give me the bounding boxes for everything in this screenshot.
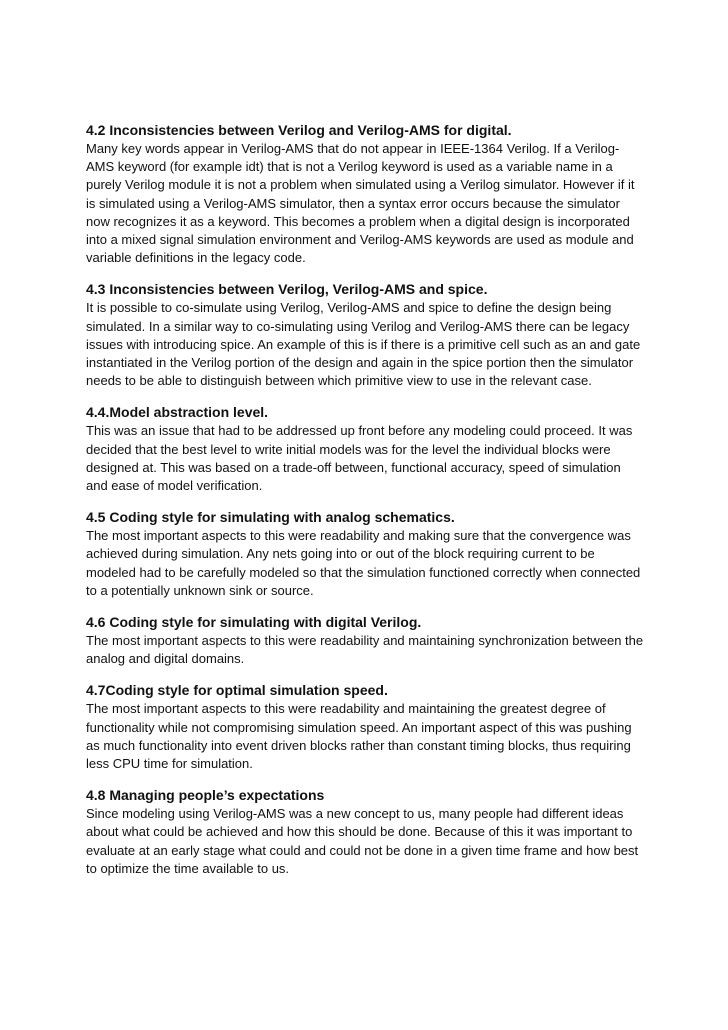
section-4-7 — [86, 680, 646, 773]
section-paragraph: The most important aspects to this were readability and maintaining the greatest degree of functionality while not compromising simulation speed. An important aspect of this was pushing as much functionality into event driven blocks rather than constant timing blocks, thus requiring less CPU time for simulation. — [86, 701, 632, 772]
section-heading: 4.6 Coding style for simulating with digital Verilog. — [86, 614, 422, 631]
section-4-4 — [86, 402, 646, 495]
section-heading: 4.5 Coding style for simulating with analog schematics. — [86, 509, 455, 526]
section-heading: 4.4.Model abstraction level. — [86, 404, 269, 421]
section-paragraph: The most important aspects to this were readability and making sure that the convergence was achieved during simulation. Any nets going into or out of the block requiring current to be modeled had to be carefully modeled so that the simulation functioned correctly when connected to a potentially unknown sink or source. — [86, 528, 641, 598]
section-4-8 — [86, 785, 646, 878]
section-paragraph: This was an issue that had to be addressed up front before any modeling could proceed. It was decided that the best level to write initial models was for the level the individual blocks were designed at. This was based on a trade-off between, functional accuracy, speed of simulation and ease of model verification. — [86, 423, 633, 494]
section-heading: 4.2 Inconsistencies between Verilog and Verilog-AMS for digital. — [86, 122, 512, 138]
document-page — [86, 120, 646, 890]
section-4-2 — [86, 120, 646, 267]
section-heading: 4.3 Inconsistencies between Verilog, Verilog-AMS and spice. — [86, 281, 488, 298]
section-paragraph: Since modeling using Verilog-AMS was a new concept to us, many people had different ideas about what could be achieved and how this should be done. Because of this it was important to evaluate at an early stage what could and could not be done in a given time frame and how best to optimize the time available to us. — [86, 806, 639, 876]
section-heading: 4.7Coding style for optimal simulation speed. — [86, 682, 388, 699]
section-paragraph: It is possible to co-simulate using Verilog, Verilog-AMS and spice to define the design being simulated. In a similar way to co-simulating using Verilog and Verilog-AMS there can be legacy issues with introducing spice. An example of this is if there is a primitive cell such as an and gate instantiated in the Verilog portion of the design and again in the spice portion then the simulator needs to be able to distinguish between which primitive view to use in the relevant case. — [86, 300, 641, 389]
section-paragraph: The most important aspects to this were readability and maintaining synchronization between the analog and digital domains. — [86, 633, 644, 667]
section-heading: 4.8 Managing people’s expectations — [86, 787, 325, 804]
section-4-6 — [86, 612, 646, 668]
section-4-5 — [86, 507, 646, 600]
section-paragraph: Many key words appear in Verilog-AMS that do not appear in IEEE-1364 Verilog. If a Verilog-AMS keyword (for example idt) that is not a Verilog keyword is used as a variable name in a purely Verilog module it is not a problem when simulated using a Verilog simulator. However if it is simulated using a Verilog-AMS simulator, then a syntax error occurs because the simulator now recognizes it as a keyword. This becomes a problem when a digital design is incorporated into a mixed signal simulation environment and Verilog-AMS keywords are used as module and variable definitions in the legacy code. — [86, 141, 635, 266]
section-4-3 — [86, 279, 646, 390]
